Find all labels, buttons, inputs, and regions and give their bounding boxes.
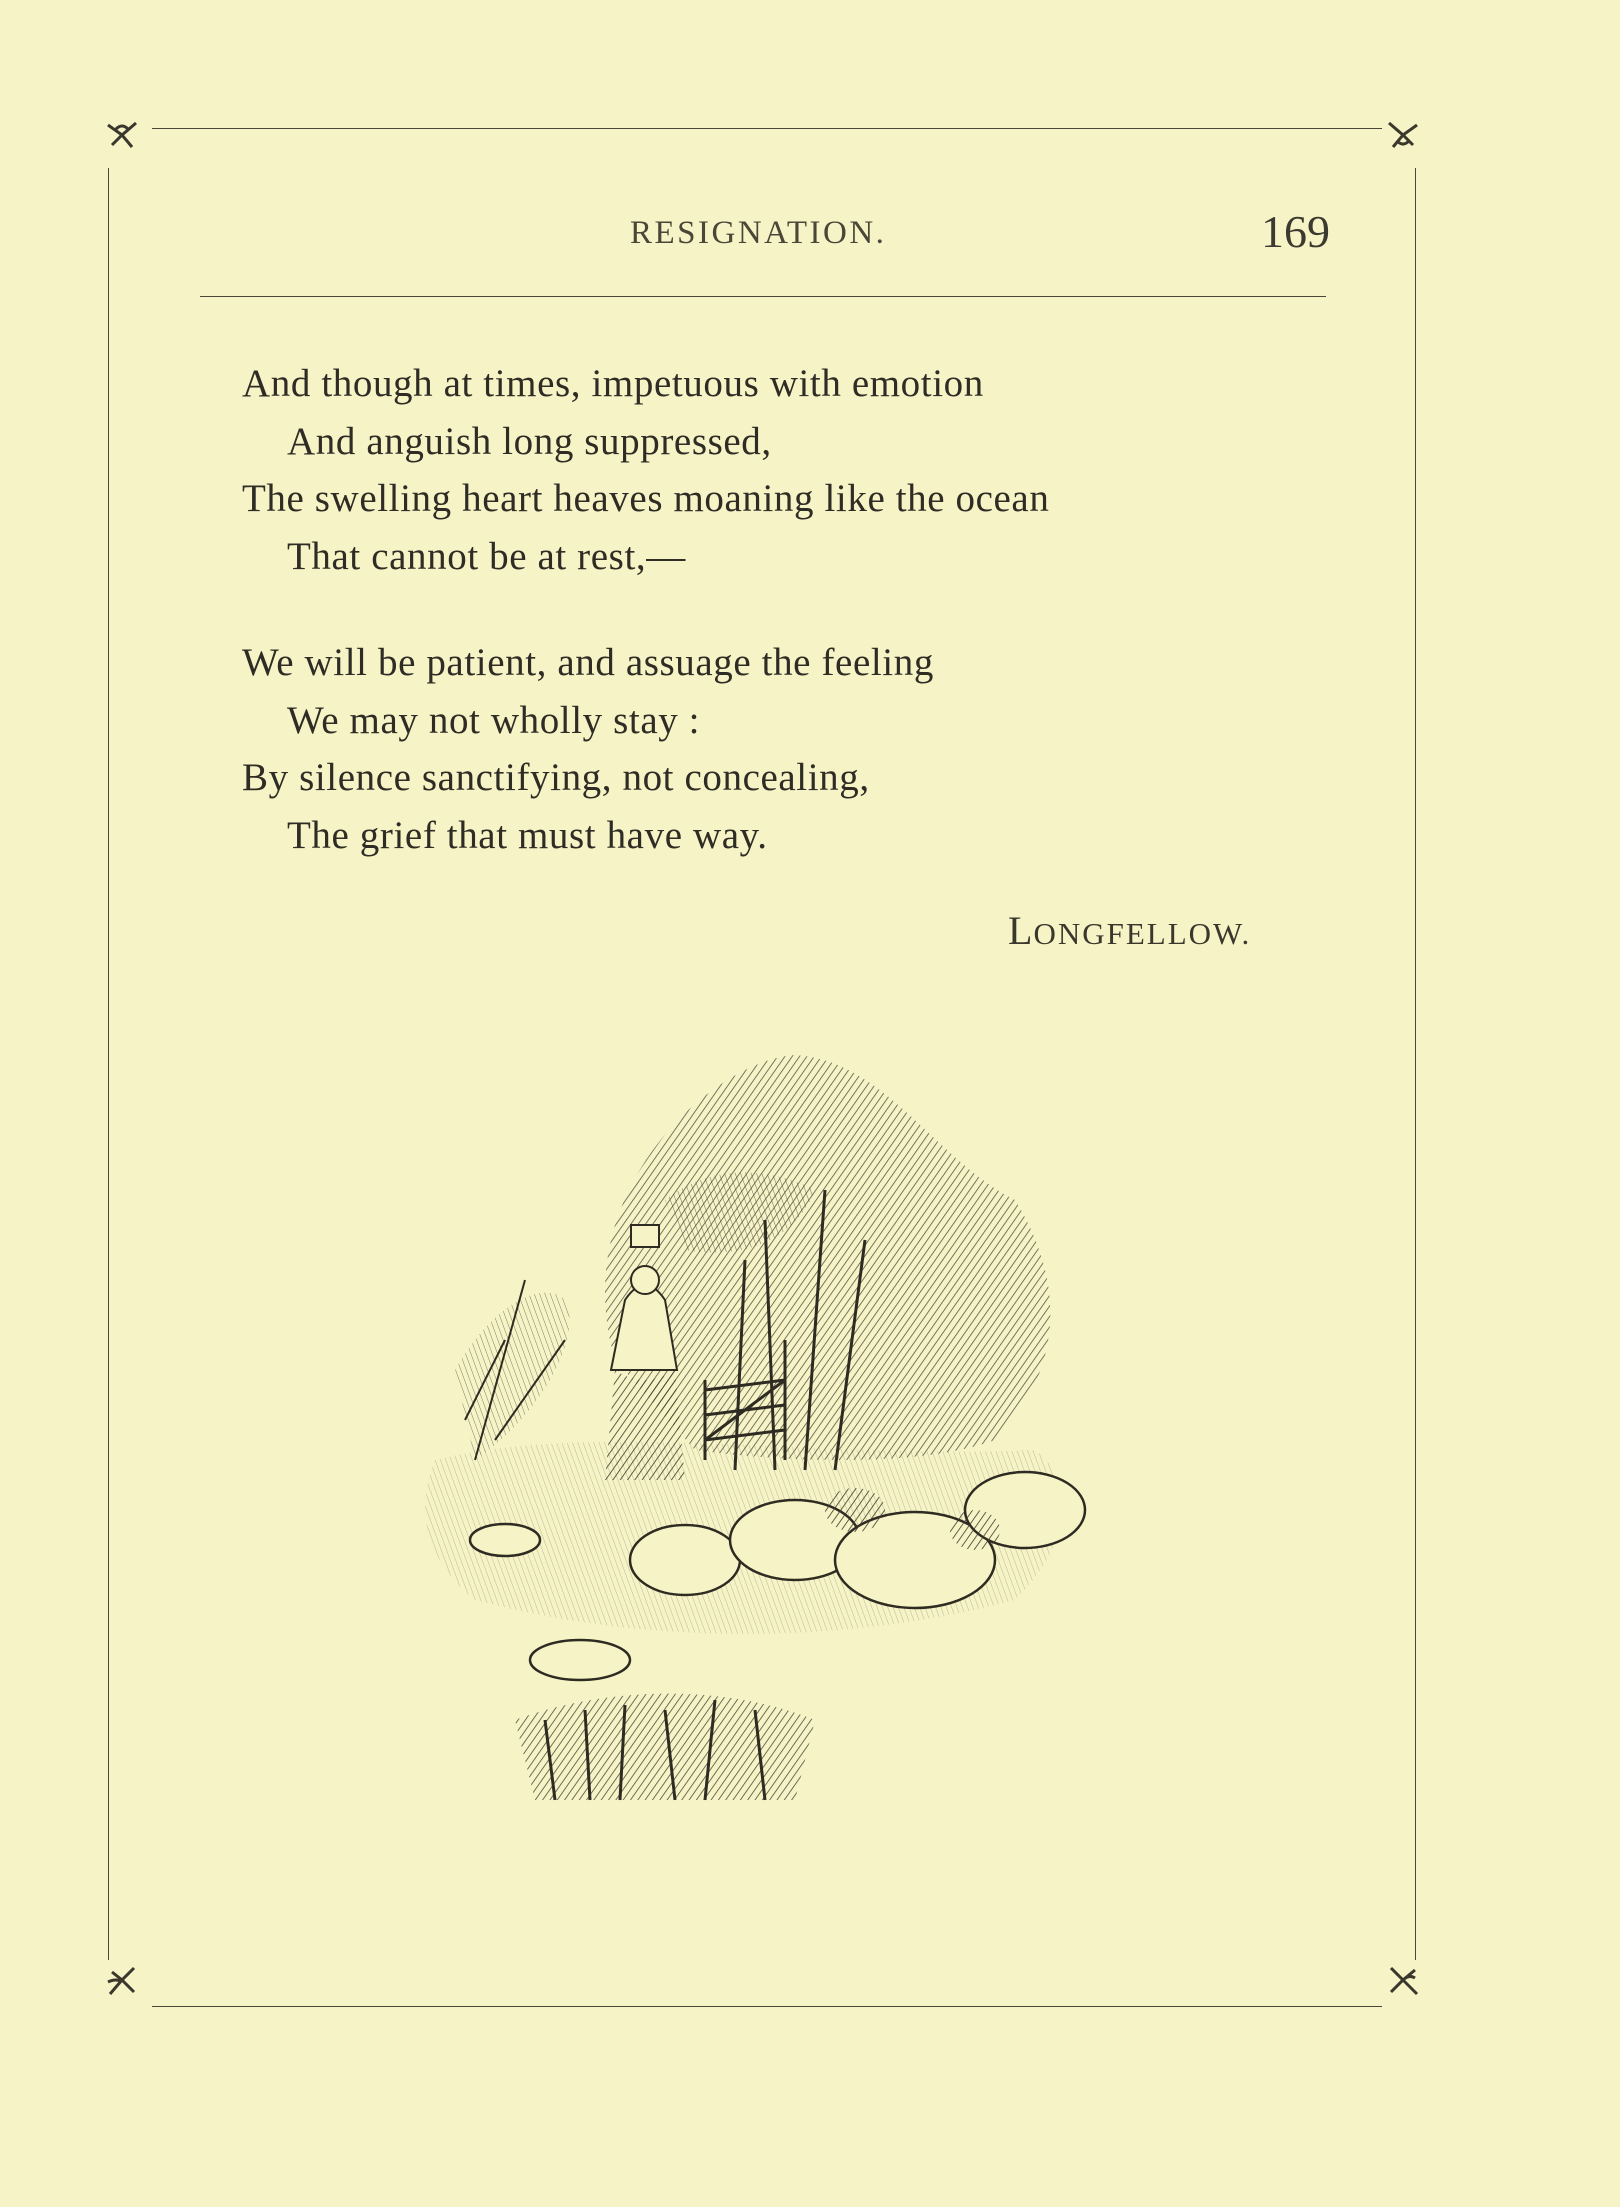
stanza-1 <box>242 355 1302 585</box>
poem-line: We will be patient, and assuage the feeling <box>242 641 934 684</box>
poem-line: That cannot be at rest,— <box>287 534 686 578</box>
page-number: 169 <box>1261 206 1330 257</box>
frame-bottom-rule <box>152 2006 1382 2007</box>
frame-right-rule <box>1415 168 1416 1960</box>
corner-ornament-icon <box>102 1960 142 2000</box>
corner-ornament-icon <box>1383 1960 1423 2000</box>
frame-left-rule <box>108 168 109 1960</box>
poem-line: The grief that must have way. <box>287 813 768 857</box>
corner-ornament-icon <box>102 115 142 155</box>
corner-ornament-icon <box>1383 115 1423 155</box>
frame-top-rule <box>152 128 1382 129</box>
stanza-2 <box>242 634 1302 864</box>
running-head <box>200 205 1330 265</box>
poem-line: The swelling heart heaves moaning like the ocean <box>242 477 1050 520</box>
poem-line: And though at times, impetuous with emotion <box>242 362 984 405</box>
attribution-rest: ONGFELLOW. <box>1033 916 1252 951</box>
pastoral-illustration-icon <box>415 1040 1135 1840</box>
poem-line: By silence sanctifying, not concealing, <box>242 756 870 799</box>
poem-attribution <box>1008 907 1251 954</box>
poem-line: We may not wholly stay : <box>287 698 701 742</box>
attribution-initial: L <box>1008 908 1034 953</box>
poem-line: And anguish long suppressed, <box>287 419 772 463</box>
running-title: RESIGNATION. <box>630 215 887 251</box>
header-rule <box>200 296 1326 297</box>
